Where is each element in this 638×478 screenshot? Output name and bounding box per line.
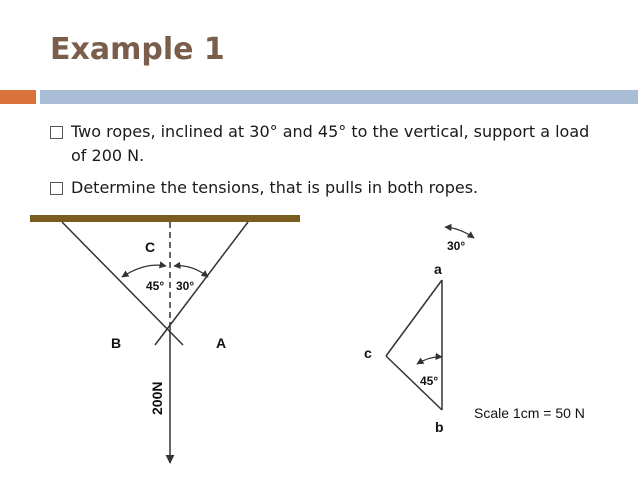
label-a-lower: a — [434, 261, 442, 277]
force-angle-top: 30° — [447, 239, 466, 253]
bullet-text: Determine the tensions, that is pulls in both ropes. — [71, 178, 479, 197]
force-angle-bottom: 45° — [420, 374, 439, 388]
scale-note: Scale 1cm = 50 N — [474, 405, 585, 421]
angle-label-right: 30° — [176, 279, 195, 293]
bullet-text: Two ropes, inclined at 30° and 45° to the vertical, support a load of 200 N. — [71, 122, 590, 165]
slide-title: Example 1 — [50, 32, 225, 67]
rope-a — [155, 222, 248, 345]
label-b: B — [111, 335, 122, 351]
force-line-ac — [386, 280, 442, 356]
label-b-lower: b — [435, 419, 444, 435]
load-label: 200N — [149, 381, 165, 415]
angle-arc-left — [122, 265, 166, 277]
angle-label-left: 45° — [146, 279, 165, 293]
ceiling-beam — [30, 215, 300, 222]
label-c-lower: c — [364, 345, 372, 361]
angle-arc-top — [445, 227, 474, 238]
label-a: A — [216, 335, 227, 351]
angle-arc-right — [174, 266, 208, 277]
rope-b — [62, 222, 183, 345]
label-c: C — [145, 239, 156, 255]
angle-arc-bottom — [417, 357, 442, 364]
